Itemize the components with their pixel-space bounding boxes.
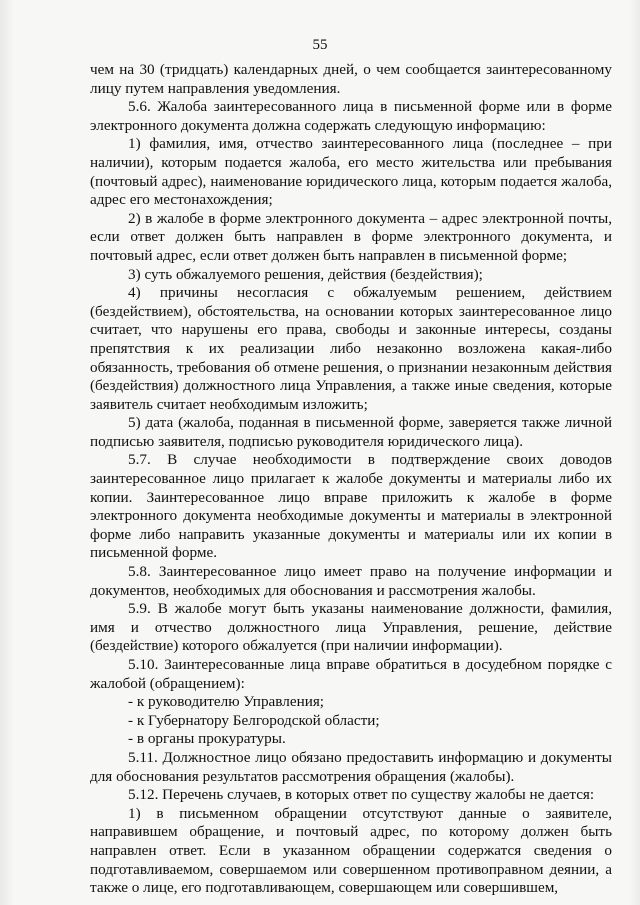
- list-item-2: 2) в жалобе в форме электронного документа – адрес электронной почты, если ответ должен быть направлен в форме электронного документа, и почтовый адрес, если ответ должен быть направлен в письменной форме;: [90, 209, 612, 264]
- list-item-4: 4) причины несогласия с обжалуемым решением, действием (бездействием), обстоятельства, на основании которых заинтересованное лицо считает, что нарушены его права, свободы и законные интересы, созданы препятствия к их реализации либо незаконно возложена какая-либо обязанность, требования об отмене решения, о признании незаконным действия (бездействия) должностного лица Управления, а также иные сведения, которые заявитель считает необходимым изложить;: [90, 284, 612, 413]
- paragraph-5-7: 5.7. В случае необходимости в подтверждение своих доводов заинтересованное лицо прилагает к жалобе документы и материалы либо их копии. Заинтересованное лицо вправе приложить к жалобе в форме электронного документа необходимые документы и материалы в электронной форме либо направить указанные документы и материалы или их копии в письменной форме.: [90, 451, 612, 562]
- list-item-1: 1) фамилия, имя, отчество заинтересованного лица (последнее – при наличии), которым подается жалоба, его место жительства или пребывания (почтовый адрес), наименование юридического лица, которым подается жалоба, адрес его местонахождения;: [90, 135, 612, 209]
- list-item-dash-3: - в органы прокуратуры.: [128, 730, 286, 748]
- paragraph-5-6: 5.6. Жалоба заинтересованного лица в письменной форме или в форме электронного документа должна содержать следующую информацию:: [90, 98, 612, 134]
- list-item-3: 3) суть обжалуемого решения, действия (бездействия);: [128, 265, 483, 283]
- page-number: 55: [312, 37, 328, 53]
- paragraph-5-11: 5.11. Должностное лицо обязано предоставить информацию и документы для обоснования результатов рассмотрения обращения (жалобы).: [90, 748, 612, 785]
- paragraph-continuation: чем на 30 (тридцать) календарных дней, о чем сообщается заинтересованному лицу путем направления уведомления.: [90, 61, 612, 97]
- scan-left-edge: [0, 0, 14, 905]
- paragraph-5-8: 5.8. Заинтересованное лицо имеет право на получение информации и документов, необходимых для обоснования и рассмотрения жалобы.: [90, 563, 612, 599]
- list-item-5: 5) дата (жалоба, поданная в письменной форме, заверяется также личной подписью заявителя, подписью руководителя юридического лица).: [90, 414, 612, 450]
- list-item-dash-1: - к руководителю Управления;: [128, 693, 325, 711]
- scan-right-edge: [630, 0, 640, 905]
- paragraph-5-9: 5.9. В жалобе могут быть указаны наименование должности, фамилия, имя и отчество должностного лица Управления, решение, действие (бездействие) которого обжалуется (при наличии информации).: [90, 600, 612, 655]
- paragraph-5-12: 5.12. Перечень случаев, в которых ответ по существу жалобы не дается:: [128, 786, 595, 804]
- paragraph-5-10: 5.10. Заинтересованные лица вправе обратиться в досудебном порядке с жалобой (обращением):: [90, 656, 612, 692]
- document-body: [90, 61, 612, 898]
- list-item-5-12-1: 1) в письменном обращении отсутствуют данные о заявителе, направившем обращение, и почтовый адрес, по которому должен быть направлен ответ. Если в указанном обращении содержатся сведения о подготавливаемом, совершаемом или совершенном противоправном деянии, а также о лице, его подготавливающем, совершающем или совершившем,: [90, 804, 612, 897]
- list-item-dash-2: - к Губернатору Белгородской области;: [128, 711, 380, 729]
